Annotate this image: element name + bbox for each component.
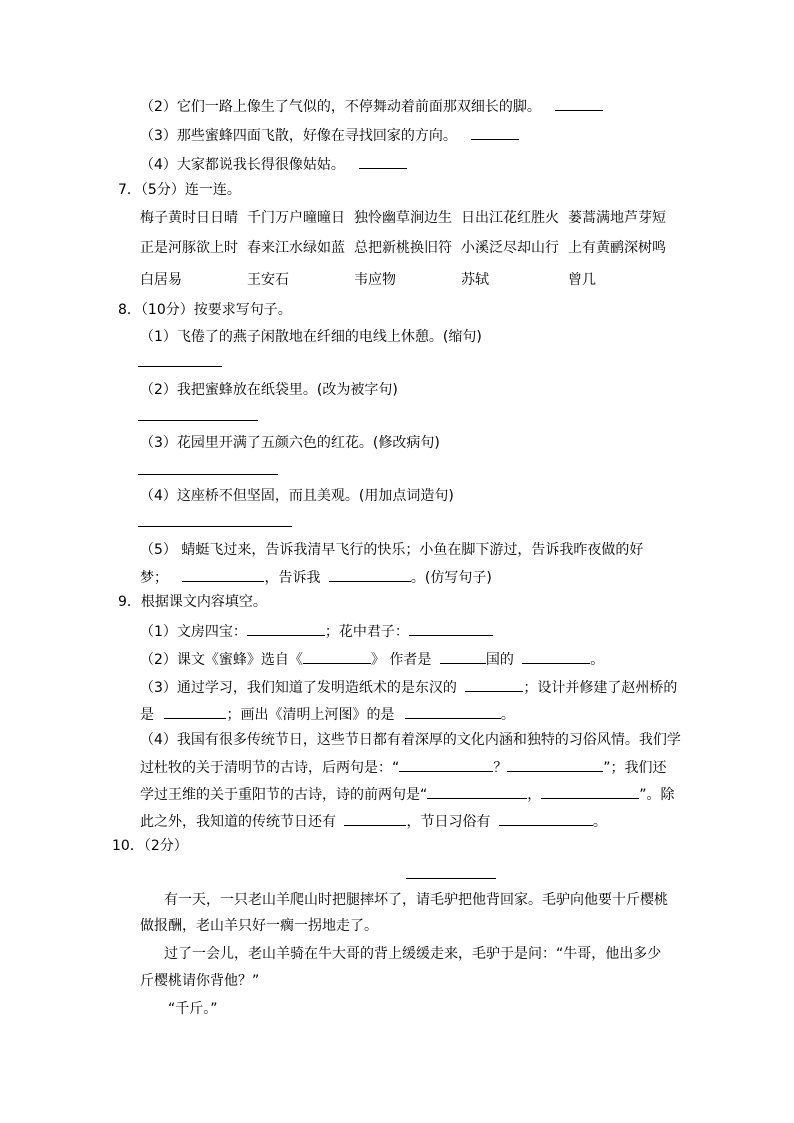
poem-line[interactable]: 独怜幽草涧边生	[354, 210, 452, 226]
q9-item-2: （2）课文《蜜蜂》选自《 》 作者是 国的 。	[140, 648, 604, 670]
answer-blank[interactable]	[344, 810, 406, 826]
q8-item-1: （1）飞倦了的燕子闲散地在纤细的电线上休憩。(缩句)	[140, 329, 482, 345]
poem-line[interactable]: 总把新桃换旧符	[354, 240, 452, 256]
answer-blank[interactable]	[541, 783, 639, 799]
q8-title: 8．（10分）按要求写句子。	[118, 302, 292, 318]
poet-name[interactable]: 苏轼	[461, 272, 489, 288]
story-paragraph-2b: 斤樱桃请你背他？”	[140, 973, 260, 989]
answer-blank[interactable]	[303, 648, 371, 664]
answer-blank[interactable]	[440, 648, 486, 664]
poem-line[interactable]: 小溪泛尽却山行	[461, 240, 559, 256]
q9-item-4d: 此之外，我知道的传统节日还有 ，节日习俗有 。	[140, 810, 607, 832]
story-paragraph-1a: 有一天，一只老山羊爬山时把腿摔坏了，请毛驴把他背回家。毛驴向他要十斤樱桃	[164, 892, 668, 908]
q9-title: 9．根据课文内容填空。	[118, 594, 267, 610]
title-answer-line[interactable]	[406, 878, 496, 879]
q6-sentence-4: （4）大家都说我长得很像姑姑。	[140, 153, 407, 175]
answer-blank[interactable]	[247, 620, 325, 636]
q9-item-4b: 过杜牧的关于清明节的古诗，后两句是：“ ？ ”；我们还	[140, 756, 667, 778]
poet-row	[140, 270, 596, 290]
q6-sentence-2: （2）它们一路上像生了气似的，不停舞动着前面那双细长的脚。	[140, 95, 603, 117]
poet-name[interactable]: 王安石	[247, 272, 289, 288]
answer-blank[interactable]	[405, 703, 501, 719]
poem-line[interactable]: 蒌蒿满地芦芽短	[568, 210, 666, 226]
poem-line[interactable]: 梅子黄时日日晴	[140, 210, 238, 226]
answer-blank[interactable]	[164, 703, 226, 719]
answer-blank[interactable]	[499, 810, 593, 826]
poet-name[interactable]: 曾几	[568, 272, 596, 288]
poem-line[interactable]: 千门万户曈曈日	[247, 210, 345, 226]
q9-item-3a: （3）通过学习，我们知道了发明造纸术的是东汉的 ；设计并修建了赵州桥的	[140, 676, 677, 698]
answer-line[interactable]	[138, 420, 258, 421]
poem-line[interactable]: 日出江花红胜火	[461, 210, 559, 226]
q8-item-5b: 梦； ，告诉我 。(仿写句子)	[140, 566, 492, 588]
q8-item-3: （3）花园里开满了五颜六色的红花。(修改病句)	[140, 435, 440, 451]
answer-blank[interactable]	[182, 566, 264, 582]
answer-blank[interactable]	[329, 566, 411, 582]
q7-title: 7．（5分）连一连。	[118, 182, 241, 198]
answer-blank[interactable]	[359, 153, 407, 169]
answer-blank[interactable]	[555, 95, 603, 111]
q8-item-5a: （5） 蜻蜓飞过来，告诉我清早飞行的快乐；小鱼在脚下游过，告诉我昨夜做的好	[140, 542, 644, 558]
answer-blank[interactable]	[427, 783, 527, 799]
q8-item-4: （4）这座桥不但坚固，而且美观。(用加点词造句)	[140, 488, 454, 504]
poem-line[interactable]: 春来江水绿如蓝	[247, 240, 345, 256]
poem-line-row-2	[140, 238, 666, 258]
answer-blank[interactable]	[465, 676, 523, 692]
q9-item-1: （1）文房四宝： ；花中君子：	[140, 620, 493, 642]
q9-item-4c: 学过王维的关于重阳节的古诗，诗的前两句是“ ， ”。除	[140, 783, 675, 805]
poet-name[interactable]: 韦应物	[354, 272, 396, 288]
answer-blank[interactable]	[522, 648, 590, 664]
poem-line[interactable]: 上有黄鹂深树鸣	[568, 240, 666, 256]
answer-blank[interactable]	[399, 756, 493, 772]
story-paragraph-1b: 做报酬，老山羊只好一瘸一拐地走了。	[140, 918, 378, 934]
q6-sentence-3: （3）那些蜜蜂四面飞散，好像在寻找回家的方向。	[140, 124, 519, 146]
answer-blank[interactable]	[471, 124, 519, 140]
story-paragraph-2a: 过了一会儿，老山羊骑在牛大哥的背上缓缓走来，毛驴于是问：“牛哥，他出多少	[164, 946, 662, 962]
answer-line[interactable]	[138, 366, 222, 367]
q8-item-2: （2）我把蜜蜂放在纸袋里。(改为被字句)	[140, 382, 398, 398]
story-paragraph-3: “千斤。”	[168, 1001, 218, 1017]
answer-blank[interactable]	[409, 620, 493, 636]
q10-title: 10．（2分）	[112, 838, 188, 854]
poem-line-row-1	[140, 208, 666, 228]
q9-item-4a: （4）我国有很多传统节日，这些节日都有着深厚的文化内涵和独特的习俗风情。我们学	[140, 732, 681, 748]
q9-item-3b: 是 ；画出《清明上河图》的是 。	[140, 703, 515, 725]
poem-line[interactable]: 正是河豚欲上时	[140, 240, 238, 256]
answer-line[interactable]	[138, 526, 292, 527]
answer-line[interactable]	[138, 474, 278, 475]
answer-blank[interactable]	[507, 756, 603, 772]
poet-name[interactable]: 白居易	[140, 272, 182, 288]
